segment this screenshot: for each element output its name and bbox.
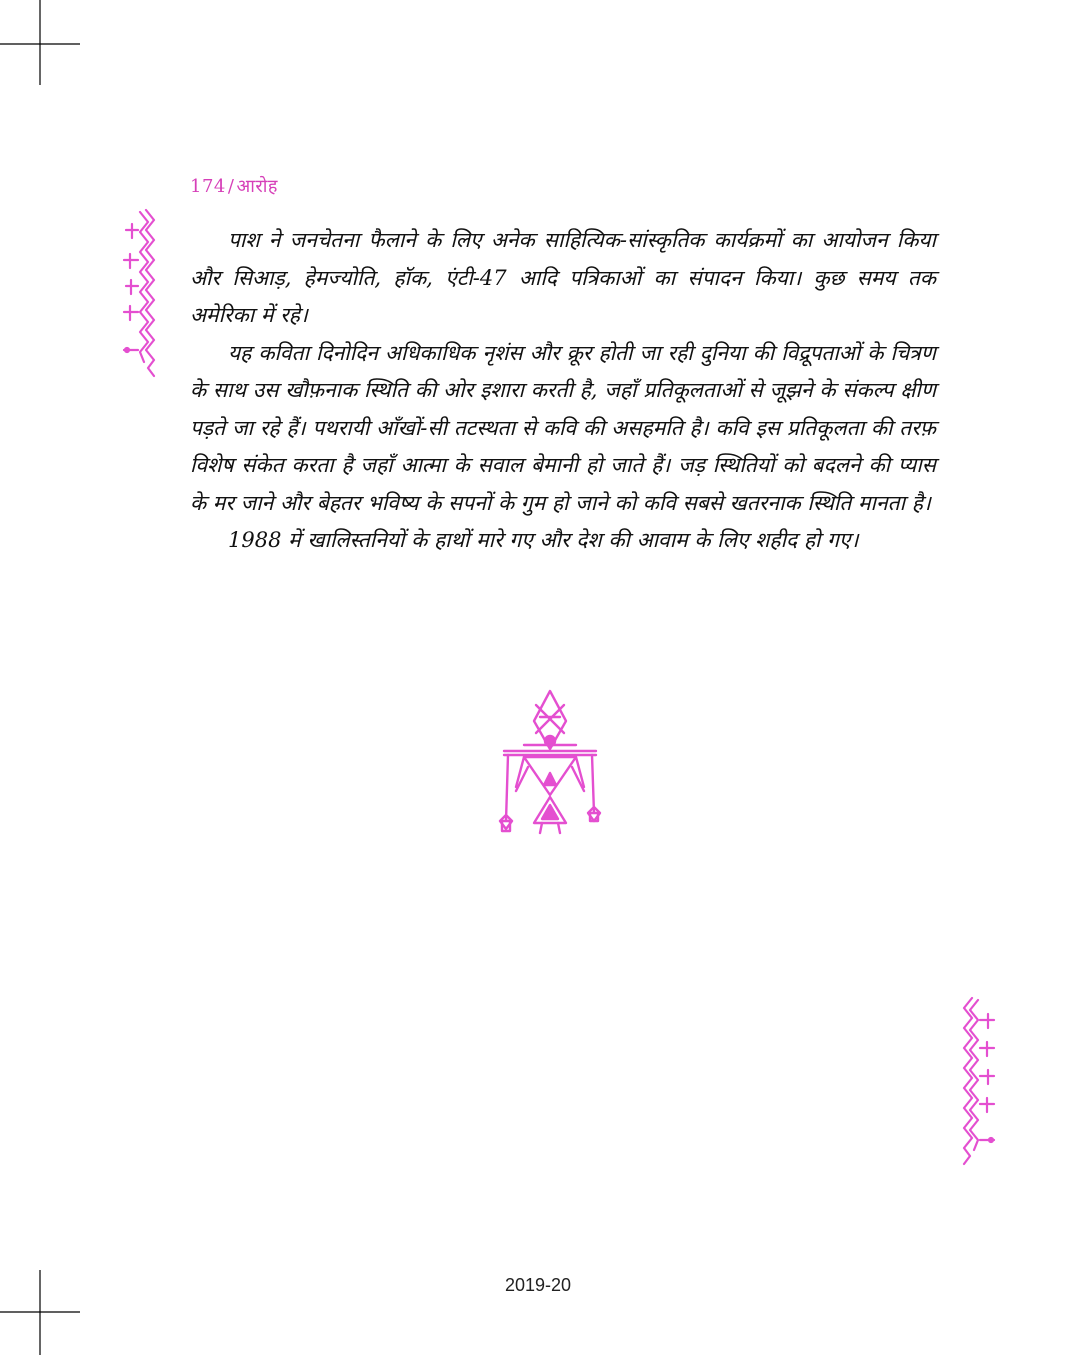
folk-figure-motif-icon: [494, 687, 606, 839]
main-text: [190, 222, 936, 560]
running-header: [190, 174, 278, 198]
paragraph-activities: पाश ने जनचेतना फैलाने के लिए अनेक साहित्यिक-सांस्कृतिक कार्यक्रमों का आयोजन किया और सिआड़, हेमज्योति, हॉक, एंटी-47 आदि पत्रिकाओं का संपादन किया। कुछ समय तक अमेरिका में रहे।: [190, 228, 936, 327]
page-number: 174: [190, 176, 226, 197]
footer-year: 2019-20: [504, 1275, 572, 1295]
paragraph-death: 1988 में खालिस्तनियों के हाथों मारे गए और देश की आवाम के लिए शहीद हो गए।: [228, 528, 859, 552]
folk-ornament-left-icon: [118, 208, 160, 378]
book-title: आरोह: [236, 176, 278, 197]
paragraph-poem-summary: यह कविता दिनोदिन अधिकाधिक नृशंस और क्रूर होती जा रही दुनिया की विद्रूपताओं के चित्रण के साथ उस खौफ़नाक स्थिति की ओर इशारा करती है, जहाँ प्रतिकूलताओं से जूझने के संकल्प क्षीण पड़ते जा रहे हैं। पथरायी आँखों-सी तटस्थता से कवि की असहमति है। कवि इस प्रतिकूलता की तरफ़ विशेष संकेत करता है जहाँ आत्मा के सवाल बेमानी हो जाते हैं। जड़ स्थितियों को बदलने की प्यास के मर जाने और बेहतर भविष्य के सपनों के गुम हो जाने को कवि सबसे खतरनाक स्थिति मानता है।: [190, 340, 936, 515]
header-separator: /: [227, 176, 235, 197]
folk-ornament-right-icon: [958, 996, 1000, 1166]
